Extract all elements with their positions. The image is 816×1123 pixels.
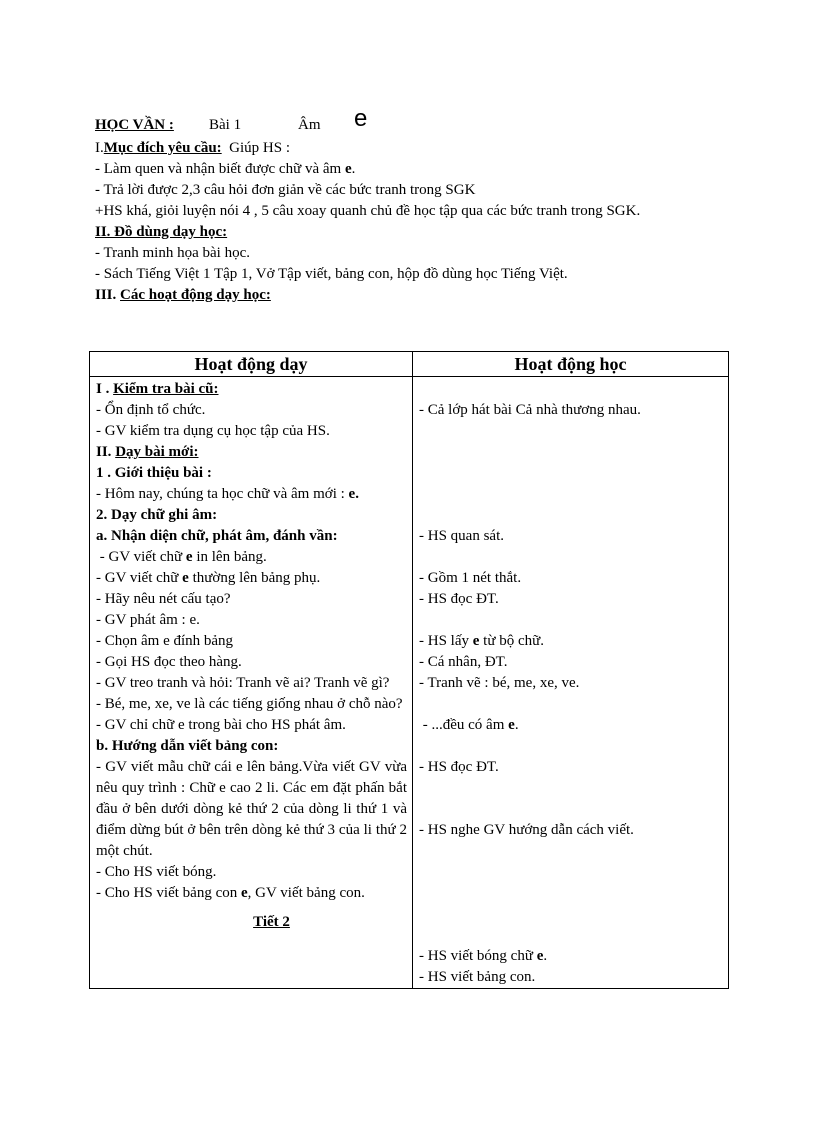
lesson-plan-header — [95, 105, 720, 306]
t-bold: e — [185, 549, 193, 565]
student-line: - HS quan sát. — [419, 528, 504, 544]
spacer — [419, 463, 723, 484]
teacher-line — [96, 379, 407, 400]
spacer — [419, 547, 723, 568]
t-prefix: I . — [96, 381, 114, 397]
t-underlined: Kiểm tra bài cũ: — [113, 381, 219, 397]
t-bold: e. — [348, 486, 359, 502]
spacer — [419, 442, 723, 463]
t-text: - GV viết chữ — [96, 549, 186, 565]
section2-heading: II. Đồ dùng dạy học: — [95, 224, 228, 240]
table-body-row — [90, 377, 729, 989]
student-line — [419, 631, 723, 652]
student-line — [419, 946, 723, 967]
teacher-line: 1 . Giới thiệu bài : — [96, 465, 212, 481]
spacer — [419, 736, 723, 757]
objective-2-text: - Trả lời được 2,3 câu hỏi đơn giản về các bức tranh trong SGK — [95, 182, 476, 198]
teacher-line: - GV phát âm : e. — [96, 612, 200, 628]
teacher-line: - GV kiểm tra dụng cụ học tập của HS. — [96, 423, 330, 439]
objective-1-post: . — [351, 161, 356, 177]
section1-suffix: Giúp HS : — [221, 140, 291, 156]
student-line: - HS đọc ĐT. — [419, 591, 499, 607]
teacher-line — [96, 547, 407, 568]
spacer — [419, 694, 723, 715]
student-line: - Gồm 1 nét thắt. — [419, 570, 522, 586]
t-text: - Cho HS viết bảng con — [96, 885, 241, 901]
objective-3-text: +HS khá, giỏi luyện nói 4 , 5 câu xoay quanh chủ đề học tập qua các bức tranh trong SGK. — [95, 203, 641, 219]
spacer — [419, 379, 723, 400]
objective-3 — [95, 201, 720, 222]
title-line — [95, 105, 720, 138]
teacher-paragraph — [96, 883, 407, 904]
material-2: - Sách Tiếng Việt 1 Tập 1, Vở Tập viết, bảng con, hộp đồ dùng học Tiếng Việt. — [95, 266, 568, 282]
teacher-line: a. Nhận diện chữ, phát âm, đánh vần: — [96, 528, 338, 544]
spacer — [419, 904, 723, 925]
s-text: - HS viết bóng chữ — [419, 948, 537, 964]
lesson-topic: Âm — [298, 117, 321, 133]
student-line: - Tranh vẽ : bé, me, xe, ve. — [419, 675, 580, 691]
teacher-line: - Cho HS viết bóng. — [96, 864, 217, 880]
section3-heading — [95, 285, 720, 306]
s-text: - ...đều có âm — [419, 717, 509, 733]
s-bold: e — [508, 717, 515, 733]
t-tail: in lên bảng. — [192, 549, 267, 565]
teacher-paragraph: - Bé, me, xe, ve là các tiếng giống nhau ở chỗ nào? — [96, 696, 403, 712]
teacher-line: - Chọn âm e đính bảng — [96, 633, 234, 649]
objective-1-bold: e — [344, 161, 352, 177]
student-activities-cell — [413, 377, 729, 989]
section1-heading — [95, 138, 720, 159]
t-text: - GV viết chữ — [96, 570, 183, 586]
student-line: - Cả lớp hát bài Cả nhà thương nhau. — [419, 402, 641, 418]
t-bold: e — [240, 885, 248, 901]
section1-prefix: I. — [95, 140, 104, 156]
teacher-line — [96, 568, 407, 589]
subject-title: HỌC VẦN : — [95, 117, 174, 133]
s-text: từ bộ chữ. — [479, 633, 545, 649]
spacer — [419, 799, 723, 820]
spacer — [419, 505, 723, 526]
student-line: - HS viết bảng con. — [419, 969, 536, 985]
s-text: - HS lấy — [419, 633, 473, 649]
spacer — [419, 421, 723, 442]
teacher-line: - Hãy nêu nét cấu tạo? — [96, 591, 231, 607]
student-line: - HS nghe GV hướng dẫn cách viết. — [419, 822, 634, 838]
lesson-number: Bài 1 — [209, 117, 242, 133]
teacher-line — [96, 484, 407, 505]
s-text: . — [543, 948, 548, 964]
objective-1 — [95, 159, 720, 180]
spacer — [419, 841, 723, 862]
teacher-line — [96, 442, 407, 463]
material-1: - Tranh minh họa bài học. — [95, 245, 250, 261]
student-line: - HS đọc ĐT. — [419, 759, 499, 775]
section3-title: Các hoạt động dạy học: — [120, 287, 271, 303]
teacher-activities-cell — [90, 377, 413, 989]
spacer — [419, 484, 723, 505]
teacher-paragraph: - GV viết mẫu chữ cái e lên bảng.Vừa viết GV vừa nêu quy trình : Chữ e cao 2 li. Các em đặt phấn bắt đầu ở bên dưới dòng kẻ thứ 2 của dòng li thứ 1 và điểm dừng bút ở bên trên dòng kẻ thứ 3 của li thứ 2 một chút. — [96, 759, 407, 859]
teacher-subheading: b. Hướng dẫn viết bảng con: — [96, 738, 279, 754]
t-text: , GV viết bảng con. — [247, 885, 365, 901]
student-line: - Cá nhân, ĐT. — [419, 654, 508, 670]
s-bold: e — [472, 633, 480, 649]
section3-prefix: III. — [95, 287, 117, 303]
spacer — [419, 610, 723, 631]
teacher-paragraph: - GV treo tranh và hỏi: Tranh vẽ ai? Tranh vẽ gì? — [96, 675, 390, 691]
s-bold: e — [536, 948, 544, 964]
spacer — [419, 778, 723, 799]
activities-table — [89, 351, 729, 989]
objective-2 — [95, 180, 720, 201]
t-text: - Hôm nay, chúng ta học chữ và âm mới : — [96, 486, 349, 502]
student-column-header: Hoạt động học — [413, 352, 729, 377]
period-2-label: Tiết 2 — [253, 914, 290, 930]
t-tail: thường lên bảng phụ. — [188, 570, 321, 586]
t-underlined: Dạy bài mới: — [115, 444, 199, 460]
s-text: . — [514, 717, 519, 733]
spacer — [419, 883, 723, 904]
teacher-column-header: Hoạt động dạy — [90, 352, 413, 377]
teacher-line: - Ổn định tổ chức. — [96, 402, 206, 418]
spacer — [419, 862, 723, 883]
spacer — [419, 925, 723, 946]
teacher-line: - GV chỉ chữ e trong bài cho HS phát âm. — [96, 717, 346, 733]
t-bold: e — [182, 570, 189, 586]
objective-1-text: - Làm quen và nhận biết được chữ và âm — [95, 161, 345, 177]
table-header-row — [90, 352, 729, 377]
teacher-line: - Gọi HS đọc theo hàng. — [96, 654, 242, 670]
student-line — [419, 715, 723, 736]
lesson-letter: e — [354, 105, 368, 132]
teacher-line: 2. Dạy chữ ghi âm: — [96, 507, 218, 523]
t-prefix: II. — [96, 444, 116, 460]
section1-title: Mục đích yêu cầu: — [103, 140, 222, 156]
